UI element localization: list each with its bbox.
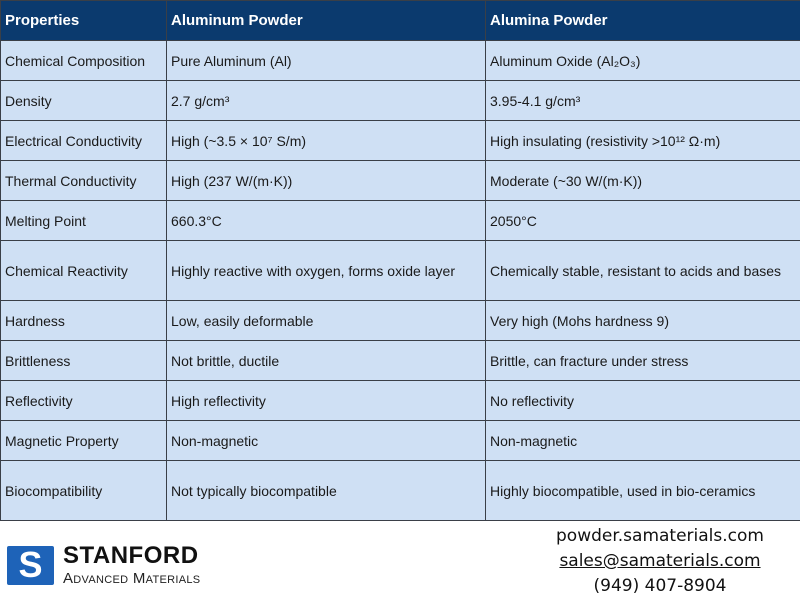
table-row <box>1 421 800 461</box>
logo-s-icon: S <box>7 546 54 585</box>
aluminum-cell: Pure Aluminum (Al) <box>167 41 486 81</box>
table-row <box>1 241 800 301</box>
alumina-cell: Brittle, can fracture under stress <box>486 341 800 381</box>
phone-text: (949) 407-8904 <box>593 576 727 596</box>
logo-text <box>63 544 200 586</box>
logo-name: STANFORD <box>63 542 199 569</box>
alumina-cell: 2050°C <box>486 201 800 241</box>
property-cell: Density <box>1 81 167 121</box>
header-properties: Properties <box>1 1 167 41</box>
aluminum-cell: Not brittle, ductile <box>167 341 486 381</box>
property-cell: Thermal Conductivity <box>1 161 167 201</box>
table-row <box>1 461 800 521</box>
table-row <box>1 161 800 201</box>
table-row <box>1 341 800 381</box>
property-cell: Melting Point <box>1 201 167 241</box>
property-cell: Hardness <box>1 301 167 341</box>
contact-block <box>540 524 780 599</box>
table-row <box>1 301 800 341</box>
table-row <box>1 81 800 121</box>
alumina-cell: Highly biocompatible, used in bio-ceramics <box>486 461 800 521</box>
header-alumina-powder: Alumina Powder <box>486 1 800 41</box>
property-cell: Brittleness <box>1 341 167 381</box>
table-row <box>1 381 800 421</box>
aluminum-cell: 660.3°C <box>167 201 486 241</box>
company-logo <box>7 544 200 586</box>
alumina-cell: 3.95-4.1 g/cm³ <box>486 81 800 121</box>
website-text: powder.samaterials.com <box>556 526 764 546</box>
aluminum-cell: Low, easily deformable <box>167 301 486 341</box>
property-cell: Chemical Reactivity <box>1 241 167 301</box>
property-cell: Electrical Conductivity <box>1 121 167 161</box>
aluminum-cell: Highly reactive with oxygen, forms oxide layer <box>167 241 486 301</box>
alumina-cell: Very high (Mohs hardness 9) <box>486 301 800 341</box>
alumina-cell: Moderate (~30 W/(m·K)) <box>486 161 800 201</box>
aluminum-cell: 2.7 g/cm³ <box>167 81 486 121</box>
header-aluminum-powder: Aluminum Powder <box>167 1 486 41</box>
property-cell: Chemical Composition <box>1 41 167 81</box>
aluminum-cell: Non-magnetic <box>167 421 486 461</box>
alumina-cell: Non-magnetic <box>486 421 800 461</box>
email-link[interactable]: sales@samaterials.com <box>559 551 761 571</box>
logo-subtitle: Advanced Materials <box>63 570 201 587</box>
alumina-cell: No reflectivity <box>486 381 800 421</box>
property-cell: Biocompatibility <box>1 461 167 521</box>
property-cell: Reflectivity <box>1 381 167 421</box>
aluminum-cell: High reflectivity <box>167 381 486 421</box>
alumina-cell: Chemically stable, resistant to acids and bases <box>486 241 800 301</box>
table-row <box>1 41 800 81</box>
table-row <box>1 201 800 241</box>
property-cell: Magnetic Property <box>1 421 167 461</box>
alumina-cell: Aluminum Oxide (Al₂O₃) <box>486 41 800 81</box>
aluminum-cell: Not typically biocompatible <box>167 461 486 521</box>
table-row <box>1 121 800 161</box>
aluminum-cell: High (~3.5 × 10⁷ S/m) <box>167 121 486 161</box>
header-row <box>1 1 800 41</box>
alumina-cell: High insulating (resistivity >10¹² Ω·m) <box>486 121 800 161</box>
aluminum-cell: High (237 W/(m·K)) <box>167 161 486 201</box>
